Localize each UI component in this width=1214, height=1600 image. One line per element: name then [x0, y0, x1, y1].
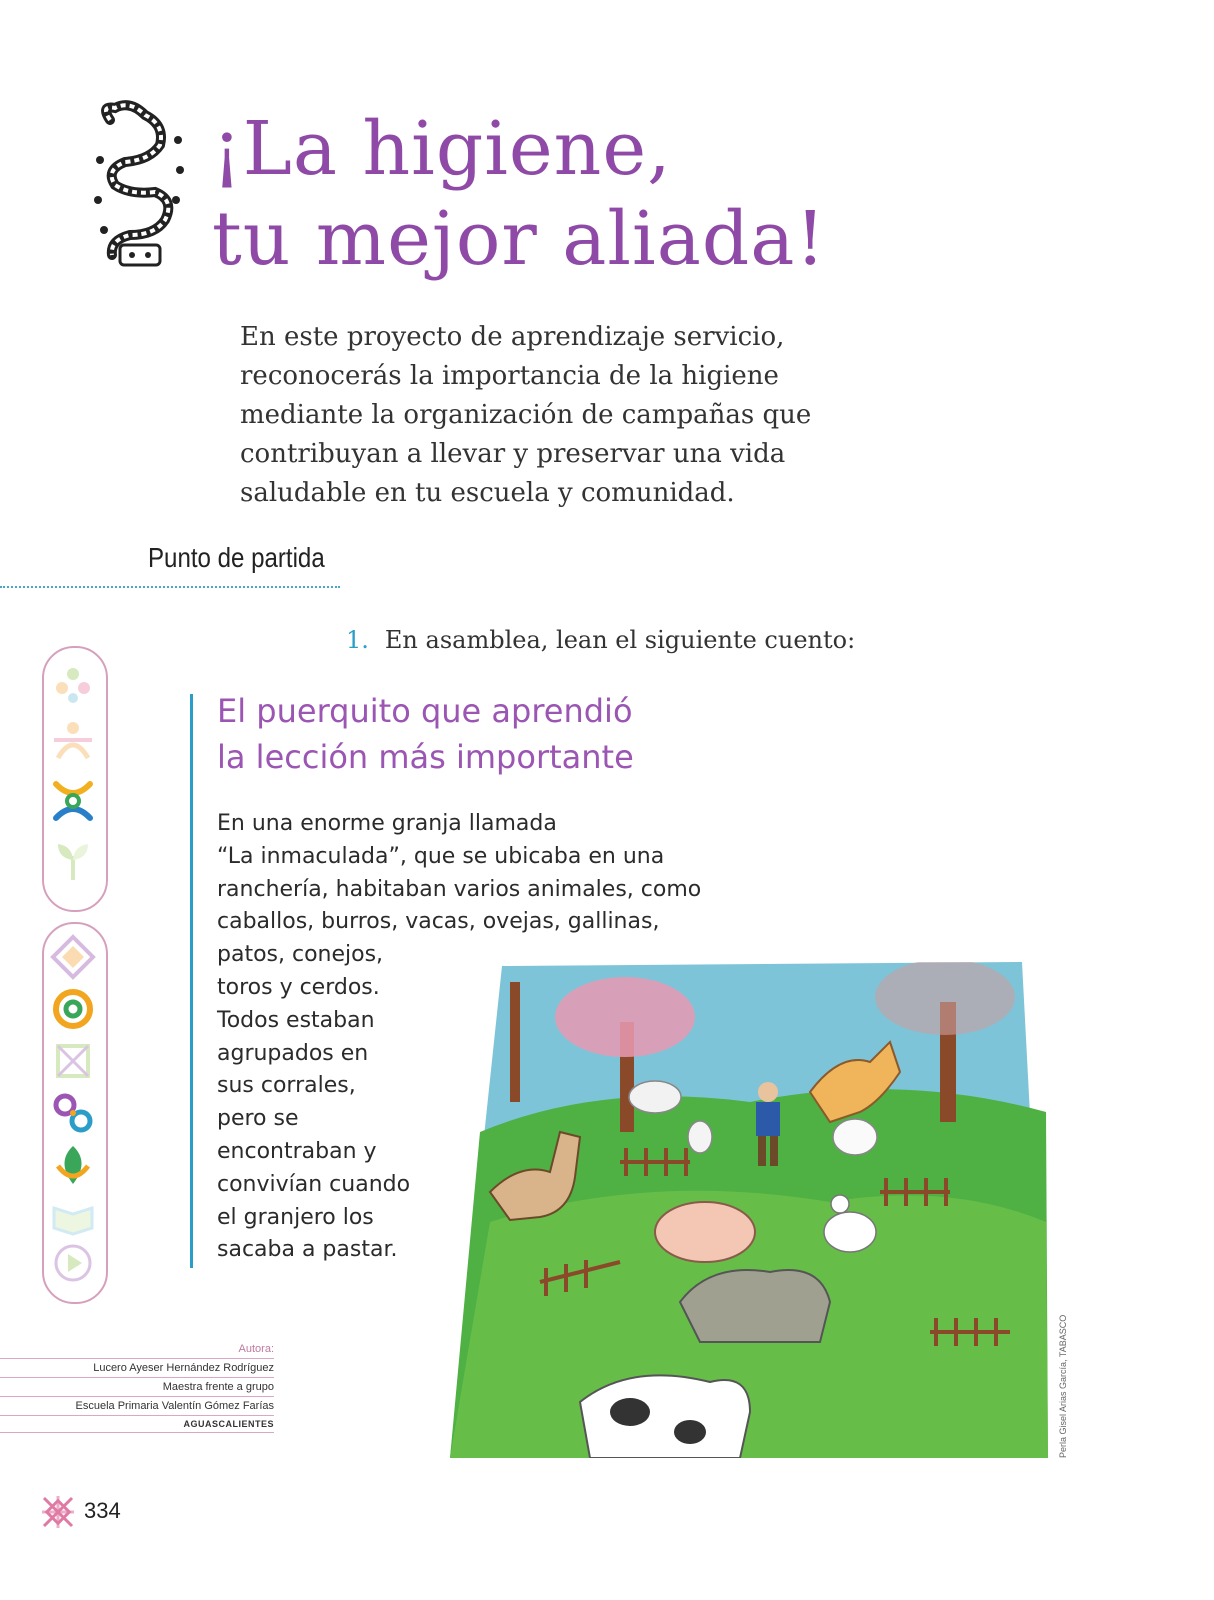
story-line: ranchería, habitaban varios animales, como	[217, 876, 702, 902]
story-line: encontraban y	[217, 1138, 377, 1164]
story-line: sacaba a pastar.	[217, 1237, 398, 1263]
story-line: En una enorme granja llamada	[217, 811, 557, 836]
play-icon	[50, 1240, 96, 1286]
community-icon	[50, 778, 96, 824]
story-line: caballos, burros, vacas, ovejas, gallinas,	[217, 909, 660, 935]
title-line-1: ¡La higiene,	[212, 106, 672, 192]
instruction	[346, 626, 855, 654]
story-line: el granjero los	[217, 1204, 374, 1230]
aztec-serpent-glyph-icon	[90, 100, 190, 270]
author-role: Maestra frente a grupo	[0, 1378, 274, 1397]
story-line: pero se	[217, 1106, 299, 1132]
section-divider	[0, 586, 340, 588]
story-line: “La inmaculada”, que se ubicaba en una	[217, 843, 665, 869]
sprout-icon	[50, 838, 96, 884]
book-icon	[50, 1194, 96, 1240]
page-title	[212, 104, 826, 284]
story-title	[217, 688, 634, 780]
story-line: toros y cerdos.	[217, 974, 380, 1000]
intro-line: En este proyecto de aprendizaje servicio,	[240, 322, 785, 352]
story-title-line: la lección más importante	[217, 738, 634, 776]
author-label: Autora:	[0, 1340, 274, 1359]
spiral-icon	[50, 986, 96, 1032]
diamond-icon	[50, 934, 96, 980]
story-line: patos, conejos,	[217, 942, 384, 968]
links-icon	[50, 1090, 96, 1136]
leaf-icon	[50, 1142, 96, 1188]
story-line: sus corrales,	[217, 1073, 356, 1099]
instruction-number: 1.	[346, 626, 369, 654]
page-number: 334	[84, 1498, 121, 1523]
ornament-icon	[40, 1494, 76, 1530]
author-school: Escuela Primaria Valentín Gómez Farías	[0, 1397, 274, 1416]
author-state: AGUASCALIENTES	[0, 1416, 274, 1433]
farm-illustration	[450, 962, 1050, 1458]
people-icon	[50, 718, 96, 764]
section-heading: Punto de partida	[148, 542, 325, 573]
story-title-line: El puerquito que aprendió	[217, 692, 633, 730]
intro-line: saludable en tu escuela y comunidad.	[240, 478, 735, 508]
intro-line: contribuyan a llevar y preservar una vida	[240, 439, 786, 469]
intro-line: mediante la organización de campañas que	[240, 400, 812, 430]
story-line: Todos estaban	[217, 1007, 375, 1033]
story-line: agrupados en	[217, 1040, 369, 1066]
author-name: Lucero Ayeser Hernández Rodríguez	[0, 1359, 274, 1378]
instruction-text: En asamblea, lean el siguiente cuento:	[384, 626, 856, 654]
illustration-credit: Perla Gisel Arias García, TABASCO	[1058, 1314, 1068, 1458]
story-accent-bar	[190, 694, 193, 1268]
star-icon	[50, 1038, 96, 1084]
story-line: convivían cuando	[217, 1171, 411, 1197]
intro-line: reconocerás la importancia de la higiene	[240, 361, 779, 391]
title-line-2: tu mejor aliada!	[212, 196, 827, 282]
author-block	[0, 1340, 274, 1433]
intro-paragraph	[240, 318, 900, 513]
flower-icon	[50, 662, 96, 708]
